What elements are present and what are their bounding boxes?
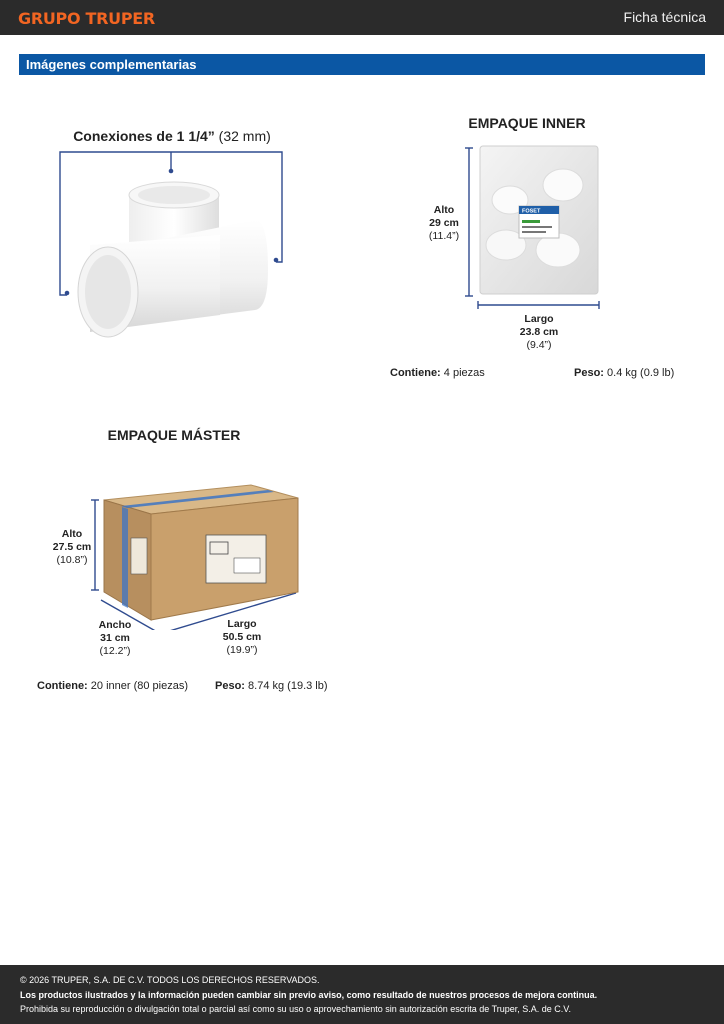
document-type: Ficha técnica <box>623 9 706 25</box>
master-box-illustration <box>86 480 316 630</box>
inner-title: EMPAQUE INNER <box>468 115 586 131</box>
inner-weight-value: 0.4 kg (0.9 lb) <box>603 367 675 379</box>
footer-copyright: © 2026 TRUPER, S.A. DE C.V. TODOS LOS DERECHOS RESERVADOS. <box>20 975 320 985</box>
section-header <box>19 54 705 75</box>
inner-height-label: Alto 29 cm (11.4”) <box>428 204 460 242</box>
master-length-label: Largo 50.5 cm (19.9”) <box>222 618 262 656</box>
truper-logo: GRUPO TRUPER <box>18 9 155 28</box>
footer-prohibition: Prohibida su reproducción o divulgación total o parcial así como su uso o aprovechamiento sin autorización escrita de Truper, S.A. de C.V. <box>20 1004 571 1014</box>
master-contents-value: 20 inner (80 piezas) <box>87 680 189 692</box>
master-depth-label: Ancho 31 cm (12.2”) <box>98 619 132 657</box>
master-weight-value: 8.74 kg (19.3 lb) <box>244 680 328 692</box>
pvc-tee-illustration <box>50 140 330 350</box>
master-contents <box>37 680 188 692</box>
footer-notice: Los productos ilustrados y la información pueden cambiar sin previo aviso, como resultado de nuestros procesos de mejora continua. <box>20 990 598 1000</box>
master-weight-label: Peso: <box>215 680 245 692</box>
product-caption-mm: (32 mm) <box>214 128 271 144</box>
footer <box>0 965 724 1024</box>
inner-contents-value: 4 piezas <box>440 367 485 379</box>
inner-bag-illustration <box>458 140 618 315</box>
inner-contents-label: Contiene: <box>390 367 441 379</box>
inner-width-label: Largo 23.8 cm (9.4”) <box>519 313 559 351</box>
header-bar <box>0 0 724 35</box>
inner-bag-label: FOSET <box>522 208 541 215</box>
inner-weight <box>574 367 674 379</box>
master-height-label: Alto 27.5 cm (10.8”) <box>52 528 92 566</box>
master-contents-label: Contiene: <box>37 680 88 692</box>
master-title: EMPAQUE MÁSTER <box>107 427 241 443</box>
section-title: Imágenes complementarias <box>26 57 197 72</box>
product-caption-size: Conexiones de 1 1/4” <box>73 128 215 144</box>
inner-contents <box>390 367 485 379</box>
inner-weight-label: Peso: <box>574 367 604 379</box>
master-weight <box>215 680 328 692</box>
